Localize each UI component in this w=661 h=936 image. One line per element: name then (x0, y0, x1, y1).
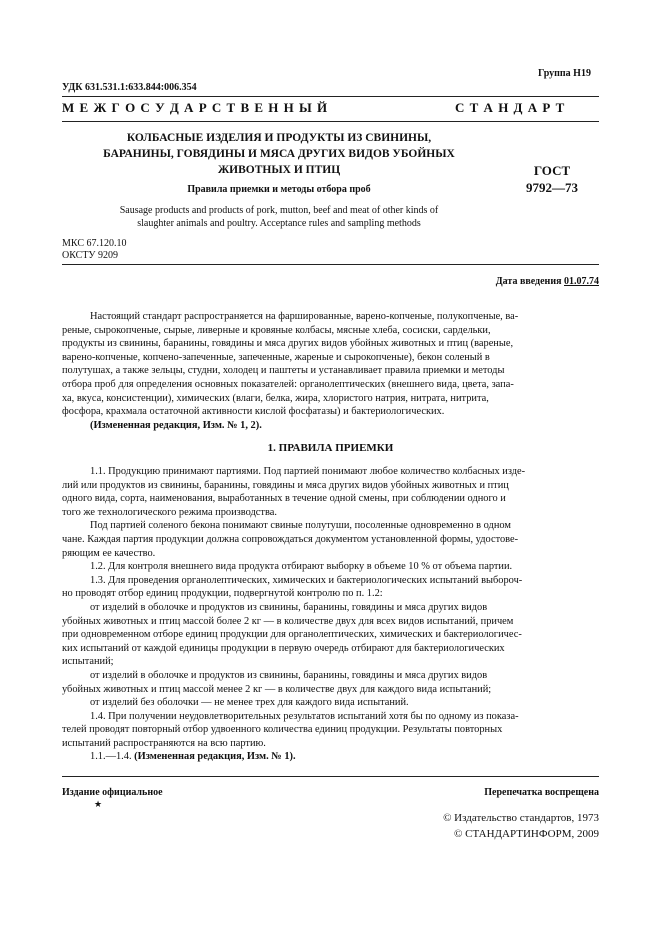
clause-1-4-line: телей проводят повторный отбор удвоенного количества единиц продукции. Результаты повторных (62, 724, 503, 736)
scope-line: варено-копченые, копчено-запеченные, запеченные, жареные и сырокопченые), бекон соленый в (62, 351, 490, 363)
udk-code: УДК 631.531.1:633.844:006.354 (62, 82, 197, 93)
clauses-edition-note (62, 750, 599, 764)
title-line: КОЛБАСНЫЕ ИЗДЕЛИЯ И ПРОДУКТЫ ИЗ СВИНИНЫ, (126, 132, 432, 144)
clause-1-1b-line: чане. Каждая партия продукции должна сопровождаться документом установленной формы, удостове- (62, 533, 519, 545)
clause-1-1-line: того же технологического режима производства. (62, 506, 277, 518)
scope-line: Настоящий стандарт распространяется на фаршированные, варено-копченые, полукопченые, ва- (90, 311, 519, 322)
clause-1-1b-line: Под партией соленого бекона понимают свиные полутуши, посоленные одновременно в одном (90, 520, 511, 532)
scope-paragraph (62, 310, 599, 432)
clause-1-3a-line: от изделий в оболочке и продуктов из свинины, баранины, говядины и мяса других видов (90, 601, 488, 613)
document-title (62, 130, 496, 178)
clause-1-3a-line: убойных животных и птиц массой более 2 кг — в количестве двух для всех видов испытаний, причем (62, 615, 514, 627)
clause-1-1-line: лий или продуктов из свинины, баранины, говядины и мяса других видов убойных животных и птиц (62, 479, 509, 491)
clauses-range: 1.1.—1.4. (90, 751, 132, 763)
reprint-notice: Перепечатка воспрещена (484, 787, 599, 798)
clause-1-1b-line: ряющим ее качество. (62, 547, 156, 559)
english-title-line: slaughter animals and poultry. Acceptance rules and sampling methods (137, 218, 421, 229)
gost-designation (505, 162, 599, 196)
clause-1-3a-line: испытаний; (62, 656, 114, 668)
copyright-2: © СТАНДАРТИНФОРМ, 2009 (454, 828, 599, 840)
star-mark: ★ (94, 799, 103, 809)
english-title (62, 204, 496, 230)
banner-rule (62, 121, 599, 122)
clause-1-2: 1.2. Для контроля внешнего вида продукта отбирают выборку в объеме 10 % от объема партии. (90, 561, 513, 573)
title-rule (62, 264, 599, 265)
section-1-body (62, 465, 599, 764)
scope-edition-note: (Измененная редакция, Изм. № 1, 2). (90, 419, 262, 431)
section-heading: 1. ПРАВИЛА ПРИЕМКИ (267, 442, 394, 454)
intro-date-label: Дата введения (495, 276, 562, 287)
gost-label: ГОСТ (533, 163, 571, 178)
clause-1-3c: от изделий без оболочки — не менее трех для каждого вида испытаний. (90, 697, 409, 709)
mks-code: МКС 67.120.10 (62, 238, 127, 249)
clause-1-3b-line: убойных животных и птиц массой менее 2 кг — в количестве двух для каждого вида испытаний; (62, 683, 492, 695)
official-edition: Издание официальное (62, 787, 163, 798)
gost-number: 9792—73 (526, 180, 578, 195)
clause-1-1-line: одного вида, сорта, наименования, выработанных в течение одной смены, при соблюдении одного и (62, 493, 506, 505)
copyright-1: © Издательство стандартов, 1973 (443, 812, 599, 824)
okstu-code: ОКСТУ 9209 (62, 250, 119, 261)
title-line: ЖИВОТНЫХ И ПТИЦ (217, 164, 341, 176)
footer-rule (62, 776, 599, 777)
scope-line: ха, вкуса, консистенции), химических (влаги, белка, жира, хлористого натрия, нитрата, нитрита, (62, 392, 489, 404)
clause-1-3-line: но проводят отбор единиц продукции, подвергнутой контролю по п. 1.2: (62, 588, 383, 600)
clause-1-3a-line: ких испытаний от каждой единицы продукции в первую очередь отбирают для бактериологических (62, 642, 505, 654)
document-subtitle: Правила приемки и методы отбора проб (187, 184, 371, 195)
scope-line: отбора проб для определения основных показателей: органолептических (внешнего вида, цвета, запа- (62, 378, 514, 390)
clause-1-4-line: испытаний распространяются на всю партию. (62, 737, 266, 749)
clause-1-3b-line: от изделий в оболочке и продуктов из свинины, баранины, говядины и мяса других видов (90, 669, 488, 681)
intro-date (496, 276, 599, 287)
banner-interstate: М Е Ж Г О С У Д А Р С Т В Е Н Н Ы Й (62, 100, 329, 115)
clauses-edition: (Измененная редакция, Изм. № 1). (134, 751, 296, 763)
english-title-line: Sausage products and products of pork, mutton, beef and meat of other kinds of (119, 205, 439, 216)
clause-1-3-line: 1.3. Для проведения органолептических, химических и бактериологических испытаний выбороч- (90, 574, 523, 586)
clause-1-3a-line: при одновременном отборе единиц продукции для органолептических, химических и бактериологичес- (62, 629, 522, 641)
scope-line: фосфора, крахмала остаточной активности кислой фосфатазы) и бактериологических. (62, 406, 445, 418)
intro-date-value: 01.07.74 (564, 276, 599, 287)
scope-line: реные, сырокопченые, сырые, ливерные и кровяные колбасы, мясные хлеба, сосиски, сардельки, (62, 324, 491, 336)
group-code: Группа Н19 (538, 68, 591, 79)
top-rule (62, 96, 599, 97)
banner-standard: С Т А Н Д А Р Т (455, 100, 566, 115)
scope-line: продукты из свинины, баранины, говядины и мяса других видов убойных животных и птиц (вареные, (62, 338, 514, 350)
clause-1-1-line: 1.1. Продукцию принимают партиями. Под партией понимают любое количество колбасных изде- (90, 466, 526, 477)
scope-line: полутушах, а также зельцы, студни, холодец и паштеты и устанавливает правила приемки и методы (62, 365, 505, 377)
clause-1-4-line: 1.4. При получении неудовлетворительных результатов испытаний хотя бы по одному из показа- (90, 710, 519, 722)
title-line: БАРАНИНЫ, ГОВЯДИНЫ И МЯСА ДРУГИХ ВИДОВ УБОЙНЫХ (103, 148, 455, 160)
